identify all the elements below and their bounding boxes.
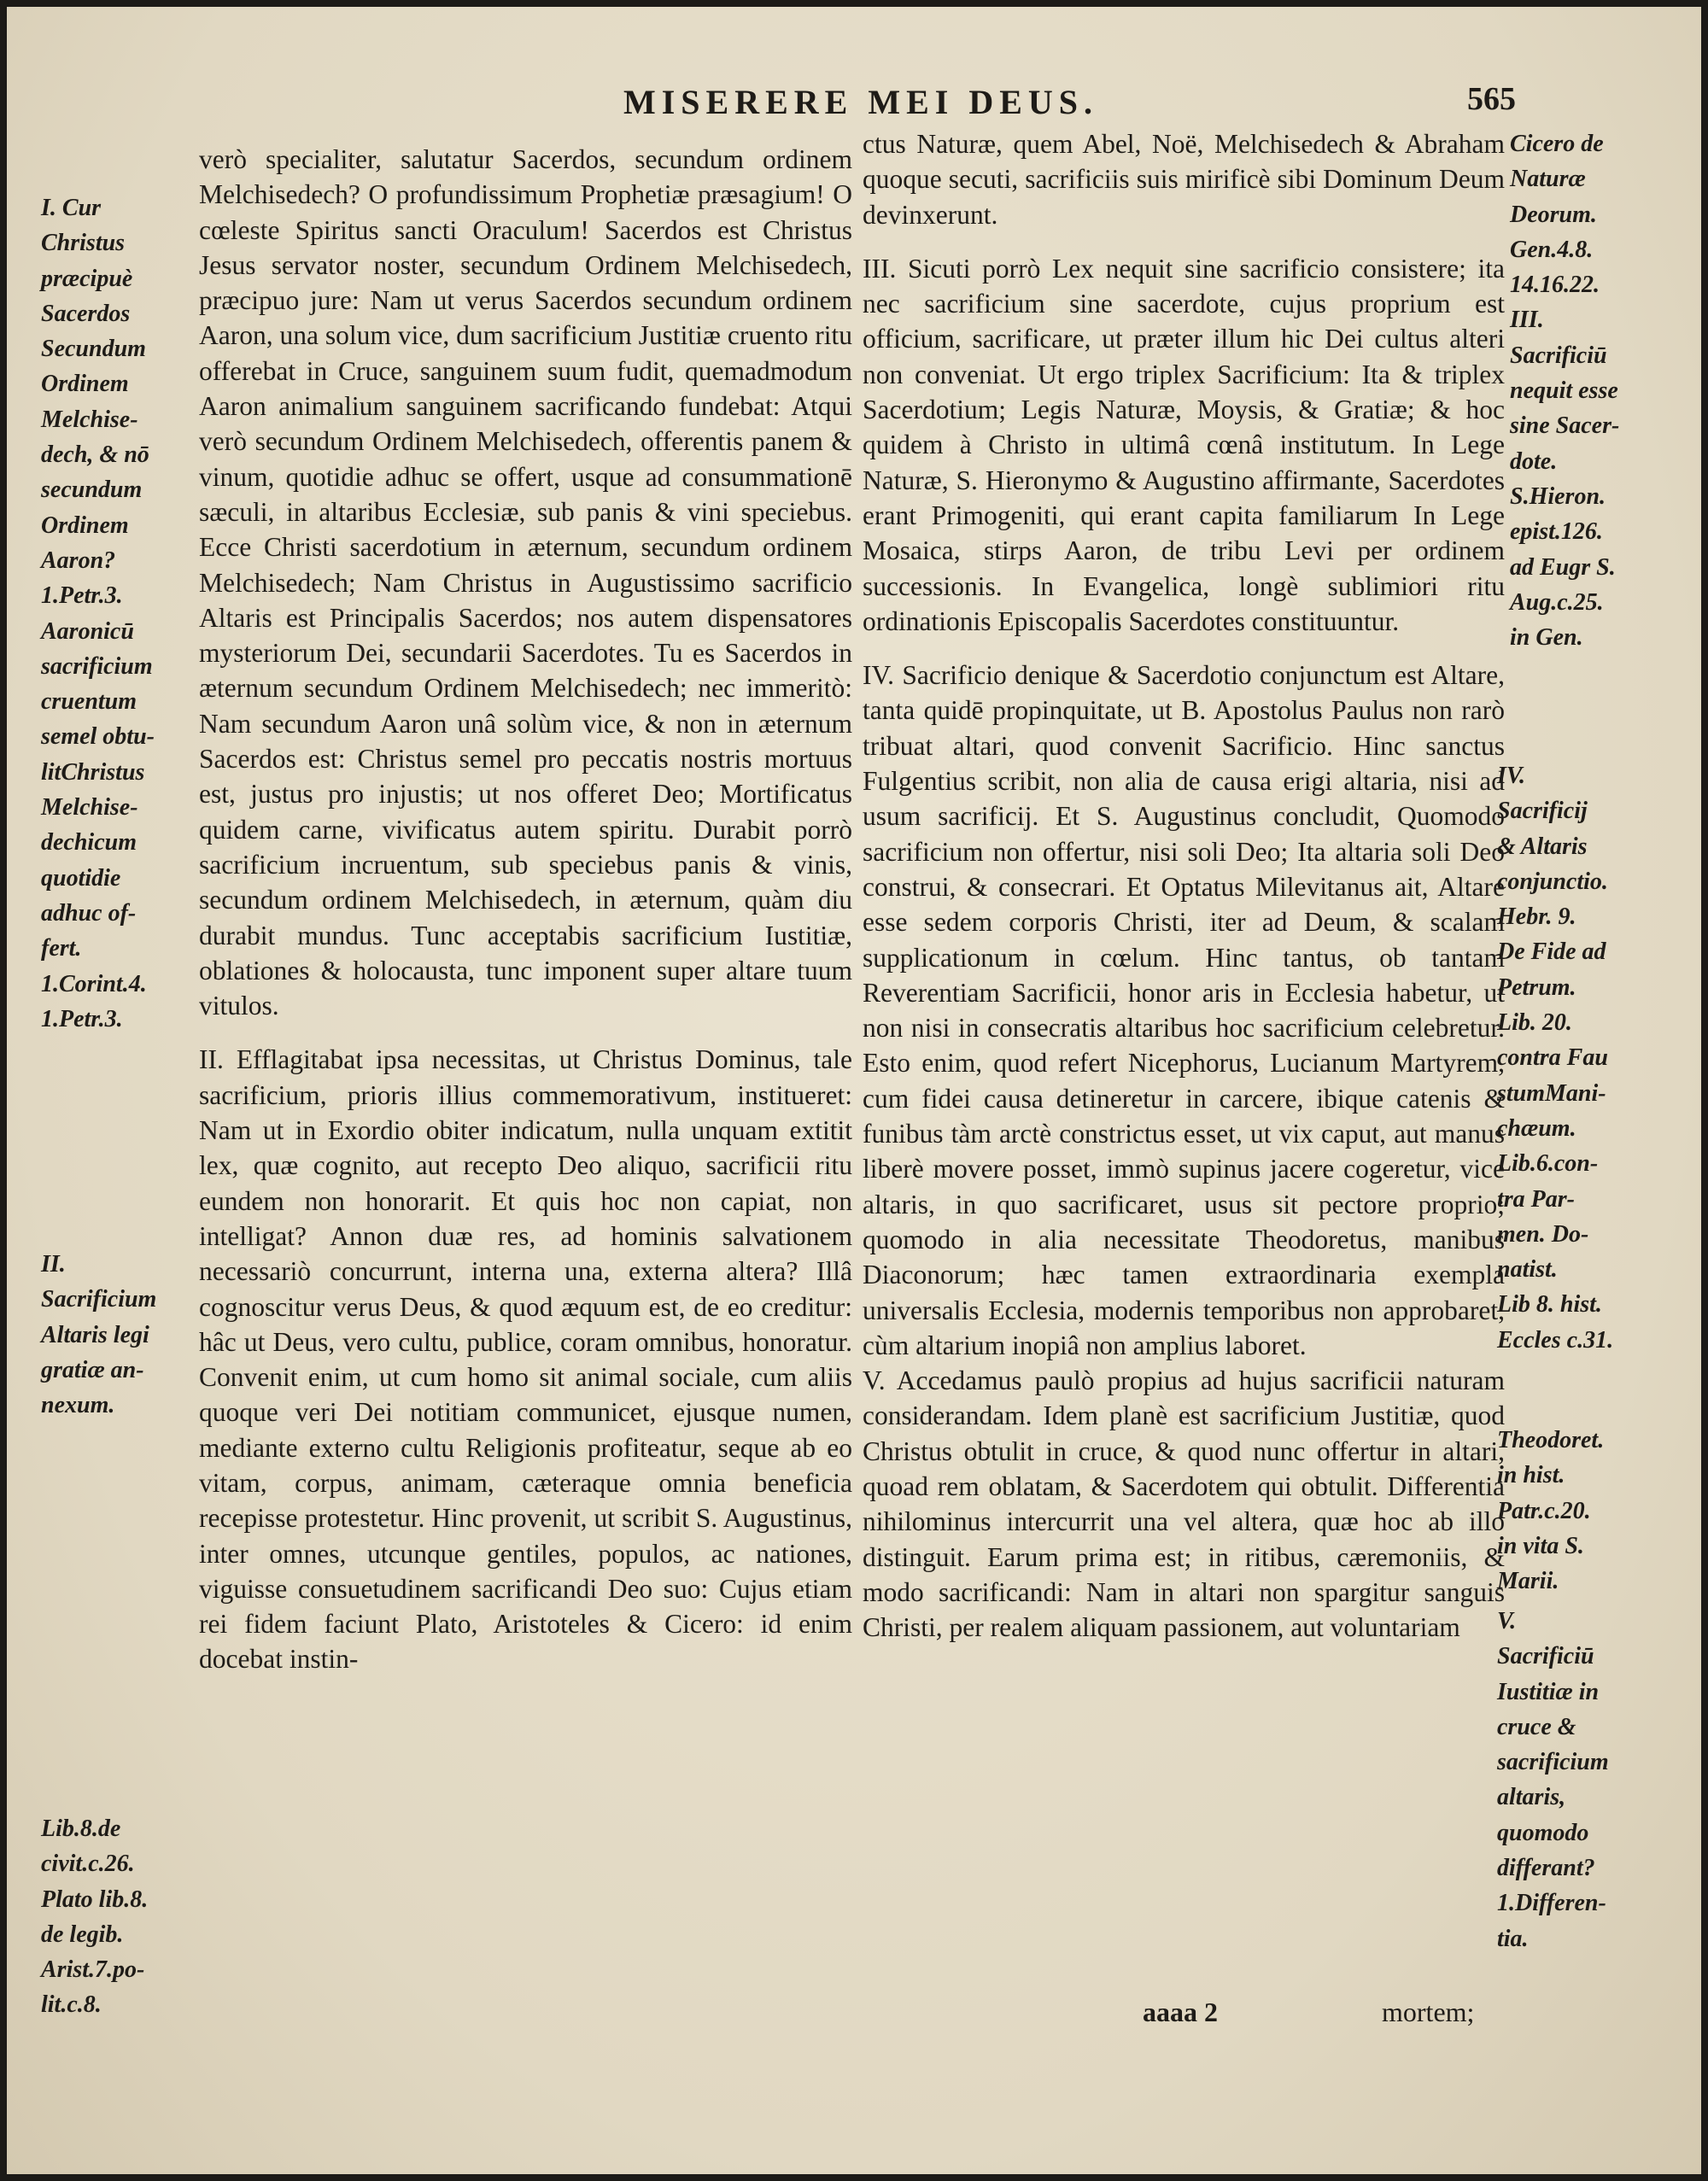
signature-mark: aaaa 2 bbox=[1143, 1997, 1218, 2027]
margin-note: Theodoret. in hist. Patr.c.20. in vita S. Marii. bbox=[1497, 1427, 1605, 1595]
margin-note: II. Sacrificium Altaris legi gratiæ an- nexum. bbox=[41, 1251, 157, 1419]
margin-note: Cicero de Naturæ Deorum. Gen.4.8. 14.16.22. III. Sacrificiū nequit esse sine Sacer- dote. S.Hieron. epist.126. ad Eugr S. Aug.c.25. in Gen. bbox=[1510, 131, 1620, 652]
page-number: 565 bbox=[1467, 81, 1516, 117]
left-text-column bbox=[199, 142, 852, 1677]
margin-note: I. Cur Christus præcipuè Sacerdos Secundum Ordinem Melchise- dech, & nō secundum Ordinem Aaron? 1.Petr.3. Aaronicū sacrificium cruentum semel obtu- litChristus Melchise- dechicum quotidie adhuc of- fert. 1.Corint.4. 1.Petr.3. bbox=[41, 195, 155, 1032]
margin-note: V. Sacrificiū Iustitiæ in cruce & sacrificium altaris, quomodo differant? 1.Differen- tia. bbox=[1497, 1608, 1609, 1952]
catchword: mortem; bbox=[1382, 1997, 1475, 2027]
paragraph: ctus Naturæ, quem Abel, Noë, Melchisedech & Abraham quoque secuti, sacrificiis suis mirificè sibi Dominum Deum devinxerunt. bbox=[863, 129, 1505, 230]
running-title: MISERERE MEI DEUS. bbox=[623, 83, 1099, 121]
margin-note: Lib.8.de civit.c.26. Plato lib.8. de legib. Arist.7.po- lit.c.8. bbox=[41, 1816, 149, 2019]
paragraph: III. Sicuti porrò Lex nequit sine sacrificio consistere; ita nec sacrificium sine sacerdote, cujus proprium est officium, sacrificare, ut præter illum hic Dei cultus alteri non conveniat. Ut ergo triplex Sacrificium: Ita & triplex Sacerdotium; Legis Naturæ, Moysis, & Gratiæ; & hoc quidem à Christo in ultimâ cœnâ institutum. In Lege Naturæ, S. Hieronymo & Augustino affirmante, Sacerdotes erant Primogeniti, qui erant capita familiarum In Lege Mosaica, stirps Aaron, de tribu Levi per ordinem successionis. In Evangelica, longè sublimiori ritu ordinationis Episcopalis Sacerdotes constituuntur. bbox=[863, 253, 1505, 636]
book-page bbox=[7, 7, 1701, 2174]
paragraph: V. Accedamus paulò propius ad hujus sacrificii naturam considerandam. Idem planè est sacrificium Justitiæ, quod Christus obtulit in cruce, & quod nunc offertur in altari, quoad rem oblatam, & Sacerdotem qui obtulit. Differentia nihilominus intercurrit una vel altera, quæ hoc ab illo distinguit. Earum prima est; in ritibus, cæremoniis, & modo sacrificandi: Nam in altari non spargitur sanguis Christi, per realem aliquam passionem, aut voluntariam bbox=[863, 1365, 1505, 1643]
paragraph: verò specialiter, salutatur Sacerdos, secundum ordinem Melchisedech? O profundissimum Prophetiæ præsagium! O cœleste Spiritus sancti Oraculum! Sacerdos est Christus Jesus servator noster, secundum Ordinem Melchisedech, præcipuo jure: Nam ut verus Sacerdos secundum ordinem Aaron, una solum vice, dum sacrificium Justitiæ cruento ritu offerebat in Cruce, sanguinem suum fudit, quemadmodum Aaron animalium sanguinem sacrificando fundebat: Atqui verò secundum Ordinem Melchisedech, offerentis panem & vinum, quotidie adhuc se offert, usque ad consummationē sæculi, in altaribus Ecclesiæ, sub panis & vini speciebus. Ecce Christi sacerdotium in æternum, secundum ordinem Melchisedech; Nam Christus in Augustissimo sacrificio Altaris est Principalis Sacerdos; nos autem dispensatores mysteriorum Dei, secundarii Sacerdotes. Tu es Sacerdos in æternum secundum Ordinem Melchisedech; nec immeritò: Nam secundum Aaron unâ solùm vice, & non in æternum Sacerdos est: Christus semel pro peccatis nostris mortuus est, justus pro injustis; ut nos offeret Deo; Mortificatus quidem carne, vivificatus autem spiritu. Durabit porrò sacrificium incruentum, sub speciebus panis & vinis, secundum ordinem Melchisedech, in æternum, quàm diu durabit mundus. Tunc acceptabis sacrificium Iustitiæ, oblationes & holocausta, tunc imponent super altare tuum vitulos. bbox=[199, 144, 852, 1021]
paragraph: II. Efflagitabat ipsa necessitas, ut Christus Dominus, tale sacrificium, prioris illius commemorativum, institueret: Nam ut in Exordio obiter indicatum, nulla unquam extitit lex, quæ cognito, aut recepto Deo aliquo, sacrificii ritu eundem non honorarit. Et quis hoc non capiat, non intelligat? Annon duæ res, ad hominis salvationem necessariò concurrunt, interna una, externa altera? Illâ cognoscitur verus Deus, & quod æquum est, de eo creditur: hâc ut Deus, vero cultu, publice, coram omnibus, honoratur. Convenit enim, ut cum homo sit animal sociale, cum aliis quoque veri Dei notitiam communicet, ejusque numen, mediante externo cultu Religionis profiteatur, seque ab eo vitam, corpus, animam, cæteraque omnia beneficia recepisse protestetur. Hinc provenit, ut scribit S. Augustinus, inter omnes, utcunque gentiles, populos, ac nationes, viguisse consuetudinem sacrificandi Deo suo: Cujus etiam rei fidem faciunt Plato, Aristoteles & Cicero: id enim docebat instin- bbox=[199, 1044, 852, 1675]
right-text-column bbox=[863, 126, 1505, 1645]
paragraph: IV. Sacrificio denique & Sacerdotio conjunctum est Altare, tanta quidē propinquitate, ut B. Apostolus Paulus non rarò tribuat altari, quod convenit Sacrificio. Hinc sanctus Fulgentius scribit, non alia de causa erigi altaria, nisi ad usum sacrificij. Et S. Augustinus concludit, Quomodo sacrificium non offertur, nisi soli Deo; Ita altaria soli Deo construi, & consecrari. Et Optatus Milevitanus ait, Altare esse sedem corporis Christi, iter ad Deum, & scalam supplicationum in cœlum. Hinc tantus, ob tantam Reverentiam Sacrificii, honor aris in Ecclesia habetur, ut non nisi in consecratis altaribus hoc sacrificium celebretur. Esto enim, quod refert Nicephorus, Lucianum Martyrem, cum fidei causa detineretur in carcere, ibique catenis & funibus tàm arctè constrictus esset, ut vix caput, aut manus liberè movere posset, immò supinus jacere cogeretur, vice altaris, in quo sacrificaret, usus sit pectore proprio; quomodo in alia necessitate Theodoretus, manibus Diaconorum; hæc tamen extraordinaria exempla universalis Ecclesia, modernis temporibus non approbaret, cùm altarium inopiâ non amplius laboret. bbox=[863, 660, 1505, 1360]
margin-note: IV. Sacrificij & Altaris conjunctio. Hebr. 9. De Fide ad Petrum. Lib. 20. contra Fau stumMani- chæum. Lib.6.con- tra Par- men. Do- natist. Lib 8. hist. Eccles c.31. bbox=[1497, 763, 1614, 1354]
